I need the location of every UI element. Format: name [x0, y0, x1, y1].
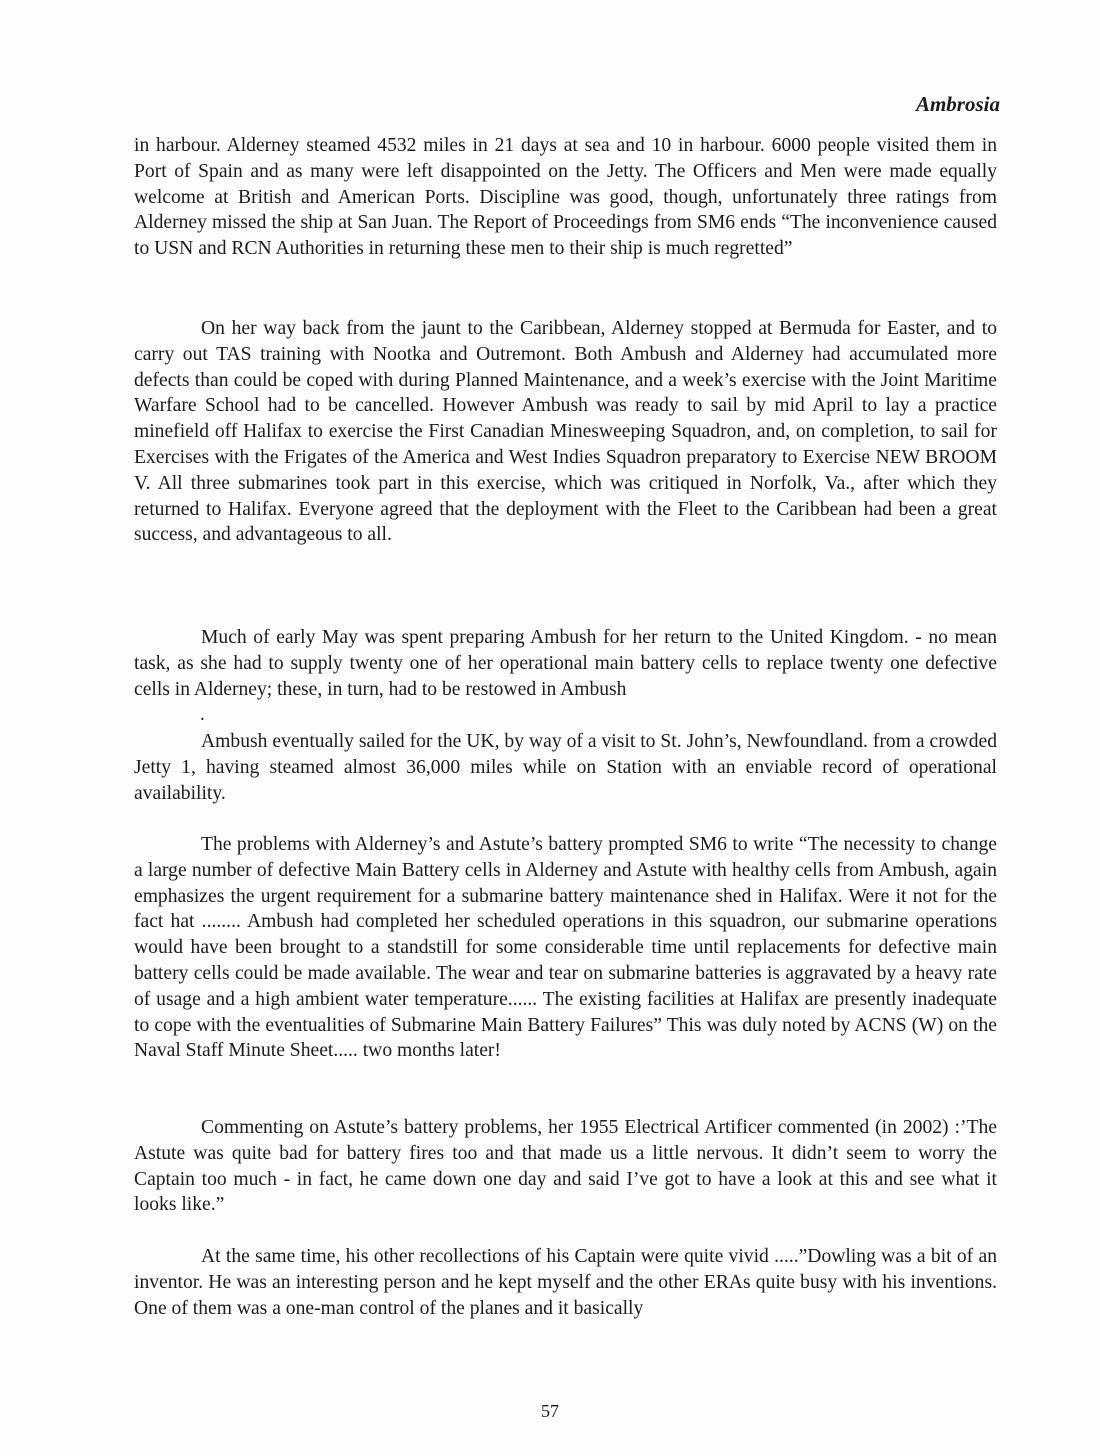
paragraph-text: Much of early May was spent preparing Ambush for her return to the United Kingdom. - no mean task, as she had to supply twenty one of her operational main battery cells to replace twenty one defective cells in Alderney; these, in turn, had to be restowed in Ambush: [134, 627, 997, 700]
paragraph-text: in harbour. Alderney steamed 4532 miles in 21 days at sea and 10 in harbour. 6000 people visited them in Port of Spain and as many were left disappointed on the Jetty. The Officers and Men were made equally welcome at British and American Ports. Discipline was good, though, unfortunately three ratings from Alderney missed the ship at San Juan. The Report of Proceedings from SM6 ends “The inconvenience caused to USN and RCN Authorities in returning these men to their ship is much regretted”: [134, 135, 997, 260]
paragraph-text: At the same time, his other recollections of his Captain were quite vivid .....”Dowling was a bit of an inventor. He was an interesting person and he kept myself and the other ERAs quite busy with his inventions. One of them was a one-man control of the planes and it basically: [134, 1246, 997, 1319]
paragraph-5: [134, 832, 997, 1064]
paragraph-3: [134, 625, 997, 702]
paragraph-6: [134, 1115, 997, 1218]
running-header: Ambrosia: [915, 92, 1000, 116]
paragraph-4: [134, 729, 997, 806]
page-number: 57: [541, 1401, 559, 1421]
paragraph-text: On her way back from the jaunt to the Caribbean, Alderney stopped at Bermuda for Easter, and to carry out TAS training with Nootka and Outremont. Both Ambush and Alderney had accumulated more defects than could be coped with during Planned Maintenance, and a week’s exercise with the Joint Maritime Warfare School had to be cancelled. However Ambush was ready to sail by mid April to lay a practice minefield off Halifax to exercise the First Canadian Minesweeping Squadron, and, on completion, to sail for Exercises with the Frigates of the America and West Indies Squadron preparatory to Exercise NEW BROOM V. All three submarines took part in this exercise, which was critiqued in Norfolk, Va., after which they returned to Halifax. Everyone agreed that the deployment with the Fleet to the Caribbean had been a great success, and advantageous to all.: [134, 318, 997, 546]
stray-mark: .: [200, 704, 205, 725]
paragraph-1: [134, 133, 997, 262]
paragraph-text: Commenting on Astute’s battery problems, her 1955 Electrical Artificer commented (in 2002) :’The Astute was quite bad for battery fires too and that made us a little nervous. It didn’t seem to worry the Captain too much - in fact, he came down one day and said I’ve got to have a look at this and see what it looks like.”: [134, 1117, 997, 1216]
paragraph-text: The problems with Alderney’s and Astute’s battery prompted SM6 to write “The necessity to change a large number of defective Main Battery cells in Alderney and Astute with healthy cells from Ambush, again emphasizes the urgent requirement for a submarine battery maintenance shed in Halifax. Were it not for the fact hat ........ Ambush had completed her scheduled operations in this squadron, our submarine operations would have been brought to a standstill for some considerable time until replacements for defective main battery cells could be made available. The wear and tear on submarine batteries is aggravated by a heavy rate of usage and a high ambient water temperature...... The existing facilities at Halifax are presently inadequate to cope with the eventualities of Submarine Main Battery Failures” This was duly noted by ACNS (W) on the Naval Staff Minute Sheet..... two months later!: [134, 834, 997, 1062]
paragraph-text: Ambush eventually sailed for the UK, by way of a visit to St. John’s, Newfoundland. from a crowded Jetty 1, having steamed almost 36,000 miles while on Station with an enviable record of operational availability.: [134, 731, 997, 804]
paragraph-7: [134, 1244, 997, 1321]
paragraph-2: [134, 316, 997, 548]
